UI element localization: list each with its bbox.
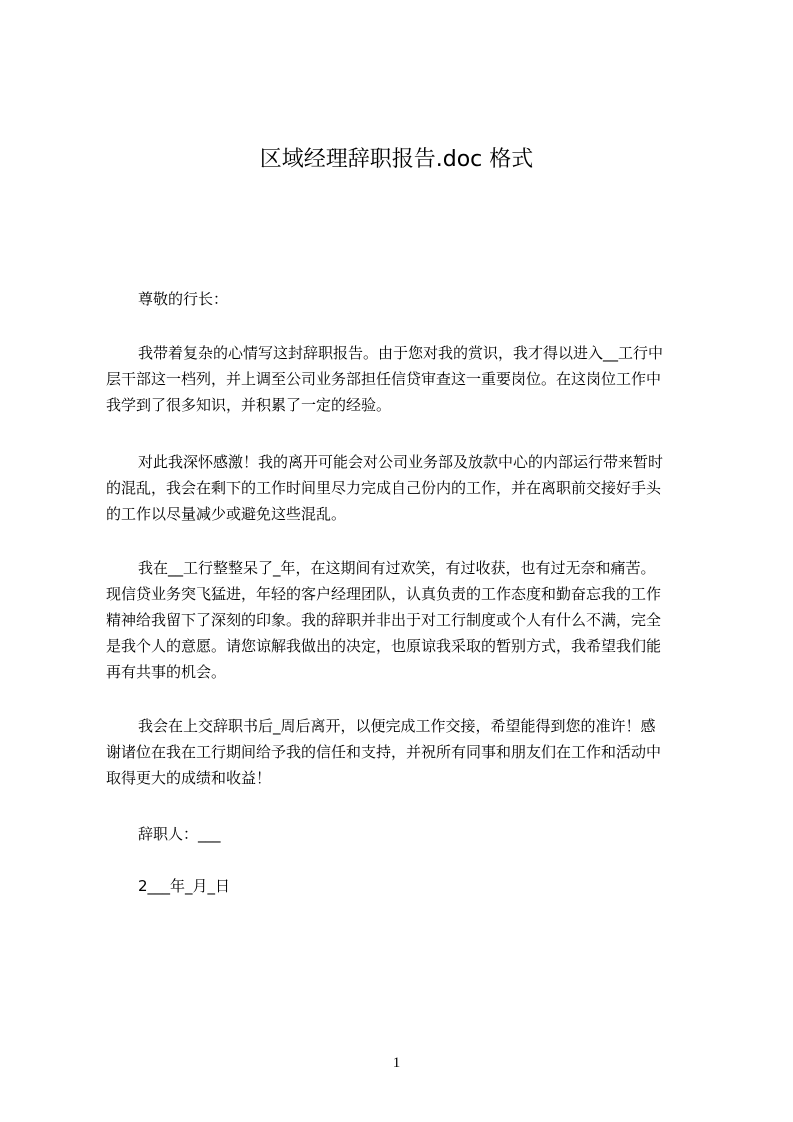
paragraph-line: 的混乱，我会在剩下的工作时间里尽力完成自己份内的工作，并在离职前交接好手头 bbox=[106, 479, 662, 497]
paragraph-line: 层干部这一档列，并上调至公司业务部担任信贷审查这一重要岗位。在这岗位工作中 bbox=[106, 370, 662, 388]
paragraph-line: 现信贷业务突飞猛进，年轻的客户经理团队，认真负责的工作态度和勤奋忘我的工作 bbox=[106, 585, 662, 603]
salutation-text: 尊敬的行长： bbox=[138, 290, 229, 308]
paragraph-line: 我会在上交辞职书后_周后离开，以便完成工作交接，希望能得到您的准许！感 bbox=[138, 717, 656, 735]
paragraph-1 bbox=[106, 340, 706, 418]
paragraph-line: 对此我深怀感激！我的离开可能会对公司业务部及放款中心的内部运行带来暂时 bbox=[138, 453, 664, 471]
page-number: 1 bbox=[392, 1055, 401, 1071]
paragraph-2 bbox=[106, 449, 706, 527]
paragraph-3 bbox=[106, 555, 706, 685]
signature-text: 辞职人：___ bbox=[138, 825, 221, 843]
paragraph-line: 谢诸位在我在工行期间给予我的信任和支持，并祝所有同事和朋友们在工作和活动中 bbox=[106, 743, 662, 761]
paragraph-4 bbox=[106, 713, 706, 791]
paragraph-line: 取得更大的成绩和收益！ bbox=[106, 769, 272, 787]
salutation bbox=[106, 286, 706, 312]
paragraph-line: 再有共事的机会。 bbox=[106, 663, 227, 681]
paragraph-line: 是我个人的意愿。请您谅解我做出的决定，也原谅我采取的暂别方式，我希望我们能 bbox=[106, 637, 662, 655]
paragraph-line: 我学到了很多知识，并积累了一定的经验。 bbox=[106, 396, 392, 414]
paragraph-line: 的工作以尽量减少或避免这些混乱。 bbox=[106, 505, 347, 523]
date-text: 2___年_月_日 bbox=[138, 877, 231, 895]
paragraph-line: 精神给我留下了深刻的印象。我的辞职并非出于对工行制度或个人有什么不满，完全 bbox=[106, 611, 662, 629]
paragraph-line: 我在__工行整整呆了_年，在这期间有过欢笑，有过收获，也有过无奈和痛苦。 bbox=[138, 559, 656, 577]
date bbox=[106, 873, 706, 899]
signature bbox=[106, 821, 706, 847]
document-title: 区域经理辞职报告.doc 格式 bbox=[259, 147, 534, 172]
paragraph-line: 我带着复杂的心情写这封辞职报告。由于您对我的赏识，我才得以进入__工行中 bbox=[138, 344, 664, 362]
